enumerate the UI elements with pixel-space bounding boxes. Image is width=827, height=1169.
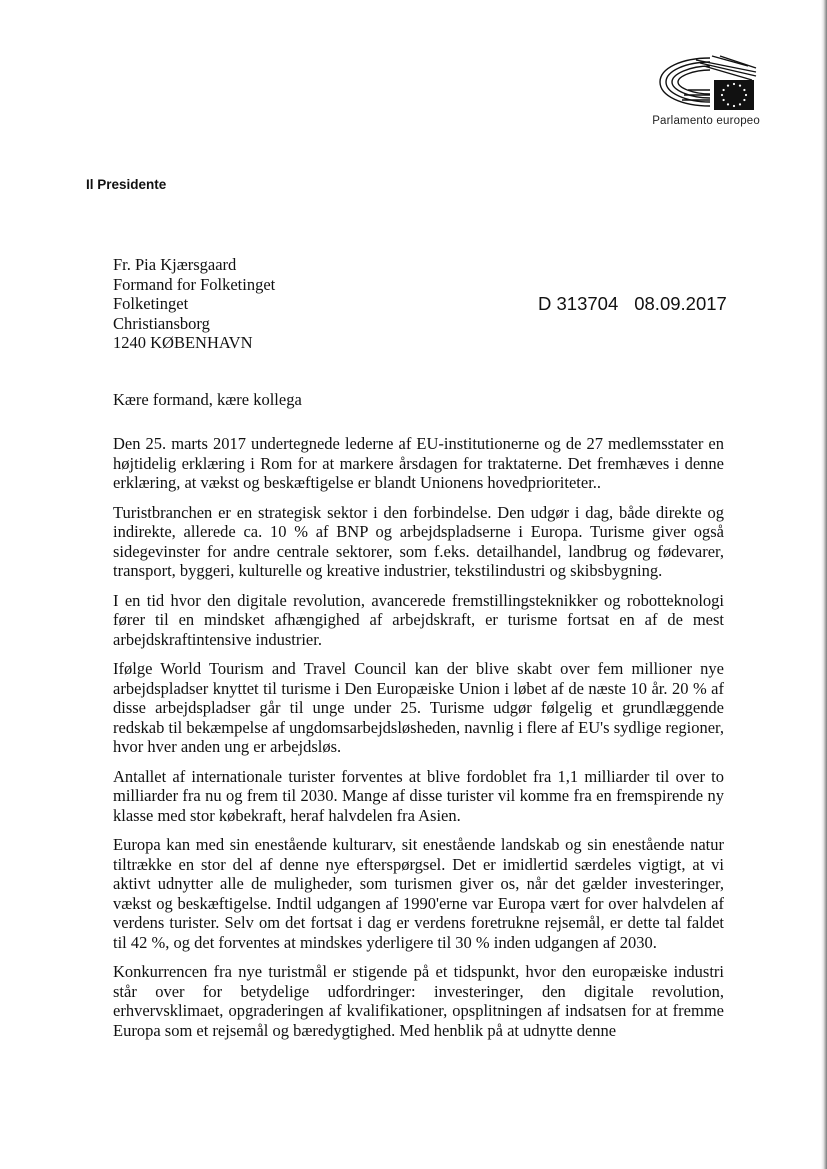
paragraph: Europa kan med sin enestående kulturarv, sit enestående landskab og sin enestående natur tiltrække en stor del af denne nye efterspørgsel. Det er imidlertid særdeles vigtigt, at vi aktivt udnytter alle de muligheder, som turismen giver os, når det gælder investeringer, vækst og beskæftigelse. Indtil udgangen af 1990'erne var Europa vært for over halvdelen af verdens turister. Selv om det fortsat i dag er verdens foretrukne rejsemål, er dette tal faldet til 42 %, og det forventes at mindskes yderligere til 30 % inden udgangen af 2030. (113, 835, 724, 952)
european-parliament-logo (648, 52, 760, 142)
recipient-address (113, 255, 275, 353)
paragraph: Antallet af internationale turister forventes at blive fordoblet fra 1,1 milliarder til over to milliarder fra nu og frem til 2030. Mange af disse turister vil komme fra en fremspirende ny klasse med stor købekraft, heraf halvdelen fra Asien. (113, 766, 724, 825)
reference-stamp (538, 293, 727, 315)
recipient-role: Formand for Folketinget (113, 274, 276, 294)
salutation: Kære formand, kære kollega (113, 390, 302, 409)
logo-caption: Parlamento europeo (652, 115, 760, 127)
paragraph: Ifølge World Tourism and Travel Council kan der blive skabt over fem millioner nye arbejdspladser knyttet til turisme i Den Europæiske Union i løbet af de næste 10 år. 20 % af disse arbejdspladser går til unge under 25. Turisme udgør følgelig et grundlæggende redskab til bekæmpelse af ungdomsarbejdsløsheden, navnlig i flere af EU's sydlige regioner, hvor hver anden ung er arbejdsløs. (113, 659, 724, 756)
paragraph: Turistbranchen er en strategisk sektor i den forbindelse. Den udgør i dag, både direkte og indirekte, allerede ca. 10 % af BNP og arbejdspladserne i Europa. Turisme giver også sidegevinster for andre centrale sektorer, som f.eks. detailhandel, landbrug og fødevarer, transport, byggeri, kulturelle og kreative industrier, tekstilindustri og skibsbygning. (113, 502, 724, 580)
recipient-city: 1240 KØBENHAVN (113, 333, 253, 353)
scan-edge (821, 0, 827, 1169)
letter-body (113, 434, 724, 1050)
paragraph: Den 25. marts 2017 undertegnede lederne af EU-institutionerne og de 27 medlemsstater en højtidelig erklæring i Rom for at markere årsdagen for traktaterne. Det fremhæves i denne erklæring, at vækst og beskæftigelse er blandt Unionens hovedprioriteter.. (113, 434, 724, 492)
sender-title: Il Presidente (86, 177, 167, 192)
reference-number: D 313704 (538, 293, 619, 314)
recipient-institution: Folketinget (113, 294, 189, 314)
recipient-building: Christiansborg (113, 313, 210, 333)
reference-date: 08.09.2017 (634, 293, 727, 314)
parliament-hemicycle-flag-icon (652, 52, 758, 112)
recipient-name: Fr. Pia Kjærsgaard (113, 255, 237, 274)
paragraph: Konkurrencen fra nye turistmål er stigende på et tidspunkt, hvor den europæiske industri står over for betydelige udfordringer: investeringer, den digitale revolution, erhvervsklimaet, opgraderingen af kvalifikationer, opsplitningen af indsatsen for at fremme Europa som et rejsemål og bæredygtighed. Med henblik på at udnytte denne (113, 962, 724, 1040)
paragraph: I en tid hvor den digitale revolution, avancerede fremstillingsteknikker og robotteknologi fører til en mindsket afhængighed af arbejdskraft, er turisme fortsat en af de mest arbejdskraftintensive industrier. (113, 590, 724, 649)
